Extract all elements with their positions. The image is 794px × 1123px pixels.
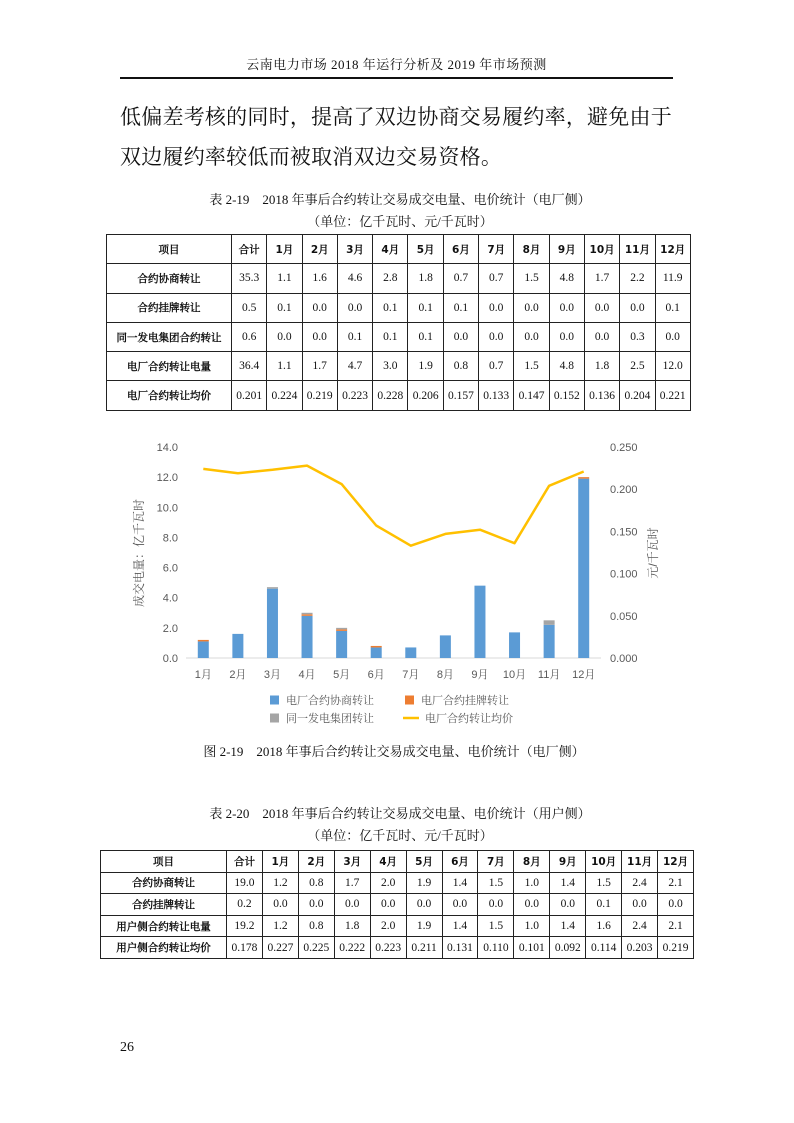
value-cell: 0.225 [298, 937, 334, 959]
column-header: 5月 [406, 851, 442, 873]
legend-swatch [405, 696, 414, 705]
bar-negotiated-transfer-month-9 [474, 586, 485, 658]
value-cell: 0.0 [478, 894, 514, 916]
value-cell: 1.0 [514, 915, 550, 937]
value-cell: 1.4 [442, 872, 478, 894]
x-tick-label: 4月 [298, 669, 316, 681]
value-cell: 0.0 [302, 322, 337, 351]
legend-swatch [270, 696, 279, 705]
y-tick-label: 8.0 [162, 532, 178, 545]
bar-listed-transfer-month-6 [371, 646, 382, 648]
value-cell: 0.0 [514, 293, 549, 322]
y2-tick-label: 0.100 [610, 568, 638, 581]
value-cell: 1.4 [550, 872, 586, 894]
value-cell: 1.6 [302, 264, 337, 293]
column-header: 12月 [655, 235, 690, 264]
value-cell: 0.1 [586, 894, 622, 916]
value-cell: 0.0 [549, 322, 584, 351]
value-cell: 0.0 [262, 894, 298, 916]
value-cell: 1.4 [442, 915, 478, 937]
bar-negotiated-transfer-month-1 [198, 641, 209, 658]
row-label: 用户侧合约转让电量 [101, 915, 227, 937]
value-cell: 0.0 [370, 894, 406, 916]
bar-negotiated-transfer-month-11 [544, 625, 555, 658]
value-cell: 1.1 [267, 264, 302, 293]
bar-negotiated-transfer-month-6 [371, 647, 382, 658]
x-tick-label: 3月 [263, 669, 282, 681]
value-cell: 0.092 [550, 937, 586, 959]
table-row [107, 322, 691, 351]
value-cell: 0.8 [443, 352, 478, 381]
value-cell: 4.8 [549, 264, 584, 293]
row-label: 电厂合约转让电量 [107, 352, 232, 381]
value-cell: 0.1 [655, 293, 690, 322]
row-label: 电厂合约转让均价 [107, 381, 232, 410]
bar-negotiated-transfer-month-10 [509, 632, 520, 658]
column-header: 9月 [550, 851, 586, 873]
figure-2-19-chart [130, 435, 660, 735]
column-header: 8月 [514, 235, 549, 264]
value-cell: 0.203 [622, 937, 658, 959]
header-rule [120, 77, 673, 79]
column-header: 合计 [232, 235, 267, 264]
value-cell: 0.157 [443, 381, 478, 410]
value-cell: 0.7 [479, 352, 514, 381]
value-cell: 4.6 [337, 264, 372, 293]
value-cell: 0.1 [408, 322, 443, 351]
value-cell: 0.2 [227, 894, 263, 916]
value-cell: 11.9 [655, 264, 690, 293]
column-header: 6月 [443, 235, 478, 264]
value-cell: 0.8 [298, 872, 334, 894]
table-2-20-unit: （单位：亿千瓦时、元/千瓦时） [307, 828, 493, 843]
value-cell: 3.0 [373, 352, 408, 381]
value-cell: 0.7 [479, 264, 514, 293]
value-cell: 0.152 [549, 381, 584, 410]
bar-same-group-transfer-month-5 [336, 628, 347, 630]
value-cell: 0.0 [334, 894, 370, 916]
value-cell: 0.0 [337, 293, 372, 322]
value-cell: 0.0 [267, 322, 302, 351]
bar-negotiated-transfer-month-7 [405, 647, 416, 658]
table-row [107, 352, 691, 381]
column-header: 2月 [302, 235, 337, 264]
value-cell: 2.0 [370, 872, 406, 894]
bar-listed-transfer-month-5 [336, 629, 347, 631]
x-tick-label: 12月 [572, 669, 596, 681]
y2-tick-label: 0.150 [610, 526, 638, 539]
value-cell: 0.5 [232, 293, 267, 322]
column-header: 3月 [337, 235, 372, 264]
value-cell: 0.1 [408, 293, 443, 322]
value-cell: 1.5 [514, 264, 549, 293]
column-header: 11月 [622, 851, 658, 873]
value-cell: 0.211 [406, 937, 442, 959]
x-tick-label: 2月 [229, 669, 247, 681]
value-cell: 0.114 [586, 937, 622, 959]
y-tick-label: 10.0 [156, 502, 178, 515]
table-2-19-caption: 表 2-19 2018 年事后合约转让交易成交电量、电价统计（电厂侧） [209, 192, 591, 207]
value-cell: 0.204 [620, 381, 655, 410]
column-header: 1月 [267, 235, 302, 264]
column-header: 9月 [549, 235, 584, 264]
table-2-20-caption: 表 2-20 2018 年事后合约转让交易成交电量、电价统计（用户侧） [209, 806, 591, 821]
value-cell: 0.1 [373, 293, 408, 322]
value-cell: 0.1 [373, 322, 408, 351]
row-label: 同一发电集团合约转让 [107, 322, 232, 351]
value-cell: 0.0 [514, 894, 550, 916]
bar-listed-transfer-month-1 [198, 640, 209, 642]
value-cell: 1.9 [406, 915, 442, 937]
value-cell: 0.0 [584, 293, 619, 322]
value-cell: 1.7 [334, 872, 370, 894]
x-tick-label: 1月 [194, 669, 212, 681]
y-tick-label: 6.0 [162, 562, 178, 575]
value-cell: 2.4 [622, 915, 658, 937]
value-cell: 12.0 [655, 352, 690, 381]
table-2-19 [106, 234, 691, 411]
value-cell: 0.0 [302, 293, 337, 322]
value-cell: 0.219 [302, 381, 337, 410]
table-2-19-unit: （单位：亿千瓦时、元/千瓦时） [307, 214, 493, 229]
bar-negotiated-transfer-month-4 [302, 616, 313, 658]
value-cell: 1.7 [584, 264, 619, 293]
value-cell: 0.0 [298, 894, 334, 916]
body-text-line-1: 低偏差考核的同时，提高了双边协商交易履约率，避免由于 [120, 105, 672, 129]
value-cell: 0.0 [584, 322, 619, 351]
table-row [101, 915, 694, 937]
value-cell: 0.206 [408, 381, 443, 410]
value-cell: 0.0 [620, 293, 655, 322]
table-row [107, 293, 691, 322]
bar-same-group-transfer-month-3 [267, 587, 278, 589]
column-header: 7月 [478, 851, 514, 873]
column-header: 1月 [262, 851, 298, 873]
bar-same-group-transfer-month-4 [302, 613, 313, 615]
value-cell: 2.5 [620, 352, 655, 381]
value-cell: 0.136 [584, 381, 619, 410]
row-label: 合约挂牌转让 [101, 894, 227, 916]
value-cell: 0.0 [406, 894, 442, 916]
bar-negotiated-transfer-month-12 [578, 479, 589, 658]
value-cell: 2.1 [658, 872, 694, 894]
value-cell: 1.5 [586, 872, 622, 894]
running-title: 云南电力市场 2018 年运行分析及 2019 年市场预测 [246, 57, 547, 72]
bar-negotiated-transfer-month-2 [232, 634, 243, 658]
value-cell: 0.133 [479, 381, 514, 410]
value-cell: 1.1 [267, 352, 302, 381]
bar-negotiated-transfer-month-3 [267, 589, 278, 658]
value-cell: 1.2 [262, 915, 298, 937]
legend-label: 电厂合约转让均价 [425, 713, 513, 725]
column-header: 4月 [370, 851, 406, 873]
value-cell: 0.110 [478, 937, 514, 959]
table-header-row [107, 235, 691, 264]
value-cell: 0.201 [232, 381, 267, 410]
table-row [107, 381, 691, 410]
value-cell: 36.4 [232, 352, 267, 381]
column-header: 3月 [334, 851, 370, 873]
value-cell: 0.178 [227, 937, 263, 959]
x-tick-label: 9月 [471, 669, 489, 681]
legend-label: 电厂合约协商转让 [286, 695, 374, 707]
bar-same-group-transfer-month-11 [544, 620, 555, 625]
table-2-20 [100, 850, 694, 959]
column-header: 2月 [298, 851, 334, 873]
value-cell: 1.8 [334, 915, 370, 937]
x-tick-label: 10月 [502, 669, 527, 681]
legend-label: 同一发电集团转让 [286, 713, 374, 725]
value-cell: 0.0 [479, 293, 514, 322]
value-cell: 0.0 [549, 293, 584, 322]
value-cell: 0.223 [370, 937, 406, 959]
value-cell: 2.4 [622, 872, 658, 894]
value-cell: 2.0 [370, 915, 406, 937]
y-tick-label: 14.0 [156, 442, 178, 454]
value-cell: 0.3 [620, 322, 655, 351]
value-cell: 19.0 [227, 872, 263, 894]
value-cell: 35.3 [232, 264, 267, 293]
table-row [101, 872, 694, 894]
value-cell: 0.101 [514, 937, 550, 959]
value-cell: 0.224 [267, 381, 302, 410]
legend-label: 电厂合约挂牌转让 [421, 695, 509, 707]
table-row [107, 264, 691, 293]
value-cell: 1.8 [584, 352, 619, 381]
value-cell: 1.0 [514, 872, 550, 894]
value-cell: 1.8 [408, 264, 443, 293]
x-tick-label: 8月 [436, 669, 454, 681]
value-cell: 0.8 [298, 915, 334, 937]
y-tick-label: 2.0 [162, 622, 178, 635]
value-cell: 0.222 [334, 937, 370, 959]
table-row [101, 894, 694, 916]
value-cell: 4.7 [337, 352, 372, 381]
value-cell: 4.8 [549, 352, 584, 381]
value-cell: 0.0 [658, 894, 694, 916]
y-axis-title: 成交电量：亿千瓦时 [132, 498, 146, 608]
table-header-row [101, 851, 694, 873]
column-header: 6月 [442, 851, 478, 873]
y-tick-label: 4.0 [162, 592, 178, 605]
value-cell: 1.4 [550, 915, 586, 937]
row-label: 合约协商转让 [107, 264, 232, 293]
column-header: 合计 [227, 851, 263, 873]
value-cell: 0.147 [514, 381, 549, 410]
column-header: 8月 [514, 851, 550, 873]
row-label: 合约协商转让 [101, 872, 227, 894]
y2-tick-label: 0.050 [610, 610, 638, 623]
value-cell: 0.0 [622, 894, 658, 916]
value-cell: 0.0 [655, 322, 690, 351]
column-header-item: 项目 [107, 235, 232, 264]
x-tick-label: 6月 [367, 669, 385, 681]
column-header: 4月 [373, 235, 408, 264]
figure-2-19-caption: 图 2-19 2018 年事后合约转让交易成交电量、电价统计（电厂侧） [203, 744, 585, 759]
value-cell: 0.7 [443, 264, 478, 293]
value-cell: 2.1 [658, 915, 694, 937]
bar-negotiated-transfer-month-5 [336, 631, 347, 658]
y2-tick-label: 0.250 [610, 442, 638, 454]
column-header: 12月 [658, 851, 694, 873]
value-cell: 1.2 [262, 872, 298, 894]
bar-negotiated-transfer-month-8 [440, 635, 451, 658]
row-label: 合约挂牌转让 [107, 293, 232, 322]
value-cell: 0.0 [479, 322, 514, 351]
row-label: 用户侧合约转让均价 [101, 937, 227, 959]
value-cell: 0.228 [373, 381, 408, 410]
column-header: 11月 [620, 235, 655, 264]
value-cell: 1.6 [586, 915, 622, 937]
value-cell: 0.221 [655, 381, 690, 410]
value-cell: 0.223 [337, 381, 372, 410]
value-cell: 1.5 [514, 352, 549, 381]
y-tick-label: 0.0 [162, 653, 178, 665]
y2-tick-label: 0.000 [610, 653, 638, 665]
value-cell: 0.219 [658, 937, 694, 959]
value-cell: 0.227 [262, 937, 298, 959]
y2-axis-title: 元/千瓦时 [646, 527, 660, 579]
price-line [203, 466, 583, 546]
x-tick-label: 7月 [402, 669, 420, 681]
column-header: 10月 [584, 235, 619, 264]
value-cell: 0.0 [514, 322, 549, 351]
value-cell: 19.2 [227, 915, 263, 937]
table-row [101, 937, 694, 959]
column-header-item: 项目 [101, 851, 227, 873]
x-tick-label: 5月 [333, 669, 351, 681]
column-header: 10月 [586, 851, 622, 873]
value-cell: 0.0 [443, 322, 478, 351]
value-cell: 1.5 [478, 872, 514, 894]
value-cell: 1.9 [408, 352, 443, 381]
value-cell: 0.6 [232, 322, 267, 351]
page-number: 26 [120, 1040, 134, 1055]
value-cell: 2.2 [620, 264, 655, 293]
value-cell: 1.9 [406, 872, 442, 894]
column-header: 5月 [408, 235, 443, 264]
x-tick-label: 11月 [537, 669, 561, 681]
value-cell: 0.0 [550, 894, 586, 916]
bar-listed-transfer-month-12 [578, 477, 589, 479]
legend-swatch [270, 714, 279, 723]
value-cell: 0.131 [442, 937, 478, 959]
y-tick-label: 12.0 [156, 472, 178, 485]
y2-tick-label: 0.200 [610, 484, 638, 497]
value-cell: 0.0 [442, 894, 478, 916]
value-cell: 1.5 [478, 915, 514, 937]
bar-listed-transfer-month-4 [302, 614, 313, 616]
value-cell: 2.8 [373, 264, 408, 293]
value-cell: 0.1 [443, 293, 478, 322]
value-cell: 0.1 [337, 322, 372, 351]
body-text-line-2: 双边履约率较低而被取消双边交易资格。 [120, 145, 503, 169]
value-cell: 1.7 [302, 352, 337, 381]
value-cell: 0.1 [267, 293, 302, 322]
column-header: 7月 [479, 235, 514, 264]
